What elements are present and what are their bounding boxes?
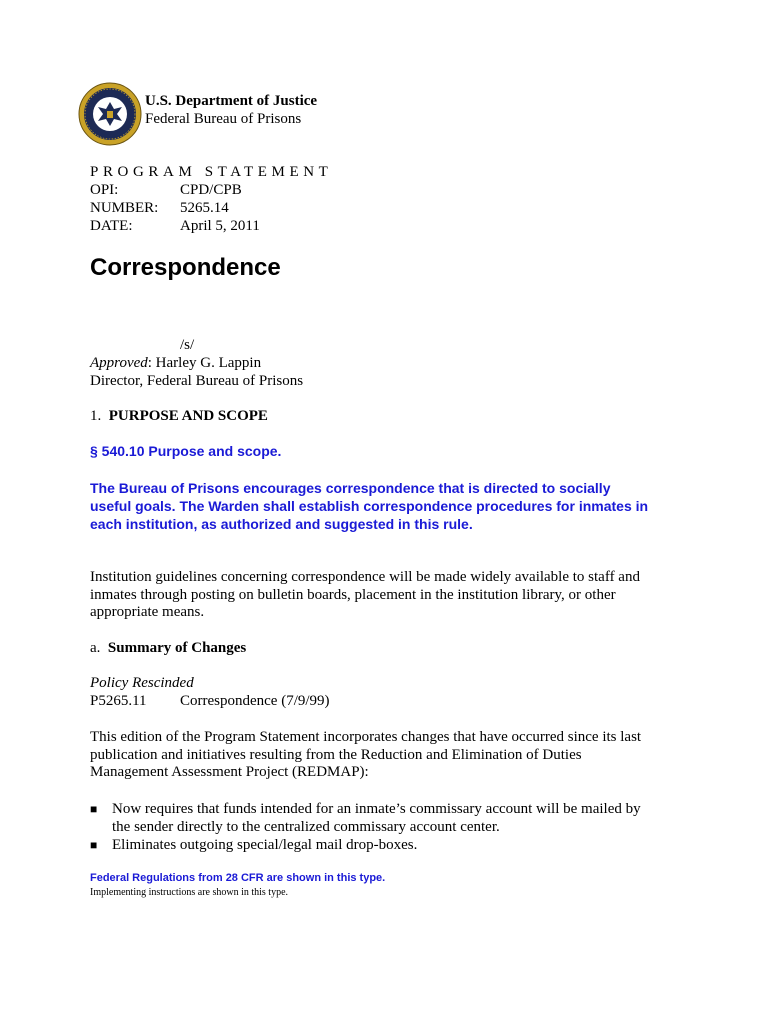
cfr-paragraph: The Bureau of Prisons encourages correspondence that is directed to socially useful goals. The Warden shall establish correspondence procedures for inmates in each institution, as authorized and suggested in this rule.: [90, 480, 649, 532]
policy-rescinded-label: Policy Rescinded: [90, 675, 194, 691]
bureau-name: Federal Bureau of Prisons: [145, 111, 302, 127]
number-label: NUMBER:: [90, 200, 159, 216]
rescinded-title: Correspondence (7/9/99): [180, 693, 330, 709]
director-title: Director, Federal Bureau of Prisons: [90, 373, 304, 389]
section-1-number: 1.: [90, 408, 102, 424]
date-label: DATE:: [90, 218, 133, 234]
cfr-section-heading: § 540.10 Purpose and scope.: [90, 443, 282, 459]
doj-seal-icon: [78, 82, 142, 146]
program-statement-heading: PROGRAM STATEMENT: [90, 164, 333, 180]
rescinded-row: [90, 693, 330, 710]
opi-value: CPD/CPB: [180, 182, 242, 198]
list-item: [90, 801, 650, 836]
bullet-square-icon: ■: [90, 802, 98, 816]
opi-row: [90, 182, 242, 199]
bullet-square-icon: ■: [90, 838, 98, 852]
section-a-heading: [90, 640, 246, 657]
guidelines-paragraph: Institution guidelines concerning correspondence will be made widely available to staff and inmates through posting on bulletin boards, placement in the institution library, or other appropriate means.: [90, 569, 640, 620]
bullet-text: Eliminates outgoing special/legal mail drop-boxes.: [112, 837, 418, 853]
edition-paragraph: This edition of the Program Statement incorporates changes that have occurred since its last publication and initiatives resulting from the Reduction and Elimination of Duties Management Assessment Project (REDMAP):: [90, 729, 642, 780]
signature-mark: /s/: [180, 337, 195, 353]
cfr-type-legend: Federal Regulations from 28 CFR are shown in this type.: [90, 872, 386, 884]
number-row: [90, 200, 229, 217]
date-row: [90, 218, 260, 235]
approved-name: : Harley G. Lappin: [147, 355, 262, 371]
approved-line: [90, 355, 261, 372]
date-value: April 5, 2011: [180, 218, 260, 234]
list-item: [90, 837, 650, 855]
section-a-letter: a.: [90, 640, 101, 656]
approved-label: Approved: [90, 355, 148, 371]
bullet-text: Now requires that funds intended for an inmate’s commissary account will be mailed by the sender directly to the centralized commissary account center.: [112, 801, 641, 835]
rescinded-code: P5265.11: [90, 693, 147, 709]
opi-label: OPI:: [90, 182, 119, 198]
document-title: Correspondence: [90, 254, 281, 281]
implementing-type-legend: Implementing instructions are shown in this type.: [90, 887, 289, 898]
section-1-heading: [90, 408, 268, 425]
number-value: 5265.14: [180, 200, 229, 216]
section-1-title: PURPOSE AND SCOPE: [108, 408, 268, 424]
section-a-title: Summary of Changes: [107, 640, 247, 656]
agency-name: U.S. Department of Justice: [145, 93, 318, 109]
